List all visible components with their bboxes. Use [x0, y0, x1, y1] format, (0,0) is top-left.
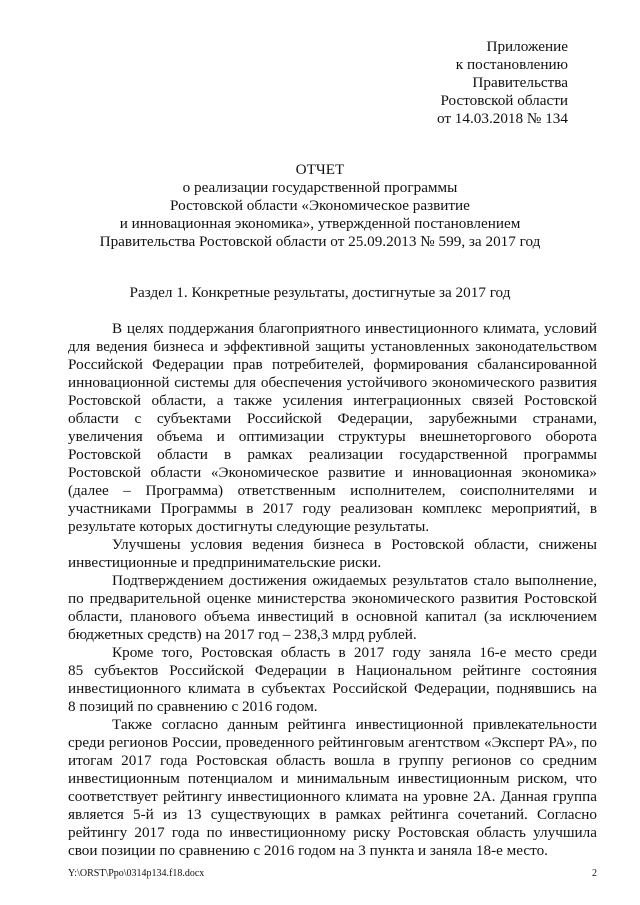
body-line: Ростовской области «Экономическое развитие и инновационная экономика»	[68, 464, 597, 481]
body-line: Ростовской области в рамках реализации государственной программы	[68, 446, 597, 463]
appendix-line-4: Ростовской области	[440, 92, 568, 109]
body-line: Ростовской области, а также усиления интеграционных связей Ростовской	[68, 392, 597, 409]
body-line: увеличения объема и оптимизации структуры внешнеторгового оборота	[68, 428, 597, 445]
body-line: по предварительной оценке министерства экономического развития Ростовской	[68, 590, 597, 607]
appendix-line-2: к постановлению	[455, 56, 568, 73]
body-line: Российской Федерации прав потребителей, формирования сбалансированной	[68, 356, 597, 373]
body-line: инвестиционным потенциалом и минимальным инвестиционным риском, что	[68, 770, 597, 787]
body-line: области с субъектами Российской Федерации, зарубежными странами,	[68, 410, 597, 427]
report-title: ОТЧЕТ	[295, 161, 345, 178]
body-line: рейтингу 2017 года по инвестиционному риску Ростовская область улучшила	[68, 824, 597, 841]
body-line: области, планового объема инвестиций в основной капитал (за исключением	[68, 608, 597, 625]
body-line: инвестиционные и предпринимательские риски.	[68, 554, 382, 571]
body-line: итогам 2017 года Ростовская область вошла в группу регионов со средним	[68, 752, 597, 769]
body-line: инвестиционного климата в субъектах Российской Федерации, поднявшись на	[68, 680, 597, 697]
appendix-line-5: от 14.03.2018 № 134	[436, 110, 568, 127]
footer-file-path: Y:\ORST\Ppo\0314p134.f18.docx	[68, 868, 205, 879]
report-subtitle-4: Правительства Ростовской области от 25.09.2013 № 599, за 2017 год	[99, 233, 541, 250]
body-line: (далее – Программа) ответственным исполнителем, соисполнителями и	[68, 482, 597, 499]
body-line: участниками Программы в 2017 году реализован комплекс мероприятий, в	[68, 500, 597, 517]
appendix-line-3: Правительства	[472, 74, 568, 91]
body-line: свои позиции по сравнению с 2016 годом на 3 пункта и заняла 18-е место.	[68, 842, 548, 859]
body-line: результате которых достигнуты следующие результаты.	[68, 518, 430, 535]
section-heading: Раздел 1. Конкретные результаты, достигнутые за 2017 год	[129, 284, 511, 301]
report-subtitle-3: и инновационная экономика», утвержденной постановлением	[119, 215, 521, 232]
body-line: соответствует рейтингу инвестиционного климата на уровне 2А. Данная группа	[68, 788, 597, 805]
body-line: для ведения бизнеса и эффективной защиты установленных законодательством	[68, 338, 597, 355]
body-line: Улучшены условия ведения бизнеса в Ростовской области, снижены	[112, 536, 597, 553]
body-line: среди регионов России, проведенного рейтинговым агентством «Эксперт РА», по	[68, 734, 597, 751]
appendix-line-1: Приложение	[486, 38, 568, 55]
body-line: бюджетных средств) на 2017 год – 238,3 млрд рублей.	[68, 626, 417, 643]
body-line: В целях поддержания благоприятного инвестиционного климата, условий	[112, 320, 597, 337]
body-line: 8 позиций по сравнению с 2016 годом.	[68, 698, 318, 715]
body-line: инновационной системы для обеспечения устойчивого экономического развития	[68, 374, 597, 391]
body-line: Также согласно данным рейтинга инвестиционной привлекательности	[112, 716, 597, 733]
report-subtitle-1: о реализации государственной программы	[182, 179, 458, 196]
body-line: 85 субъектов Российской Федерации в Национальном рейтинге состояния	[68, 662, 597, 679]
page-number: 2	[592, 868, 597, 879]
body-line: Кроме того, Ростовская область в 2017 году заняла 16-е место среди	[112, 644, 597, 661]
report-subtitle-2: Ростовской области «Экономическое развитие	[170, 197, 470, 214]
body-line: является 5-й из 13 существующих в рамках рейтинга сочетаний. Согласно	[68, 806, 597, 823]
body-line: Подтверждением достижения ожидаемых результатов стало выполнение,	[112, 572, 597, 589]
